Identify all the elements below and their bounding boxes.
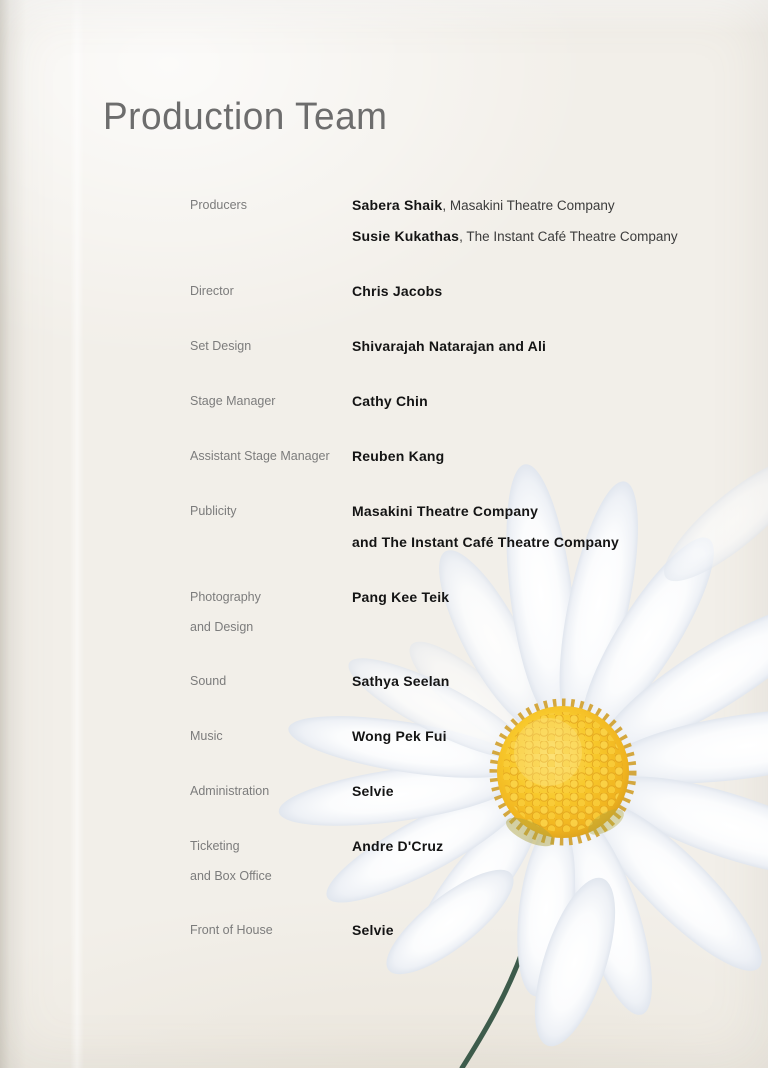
credit-role-line: Publicity xyxy=(190,504,237,518)
credit-row xyxy=(190,441,730,472)
credit-name-line: Pang Kee Teik xyxy=(352,589,450,605)
credit-row xyxy=(190,331,730,362)
credit-row xyxy=(190,831,730,891)
credit-names xyxy=(352,496,730,558)
credit-role-line: Director xyxy=(190,284,234,298)
credit-row xyxy=(190,721,730,752)
credit-name-line: Shivarajah Natarajan and Ali xyxy=(352,338,547,354)
credit-role xyxy=(190,582,352,642)
credit-names xyxy=(352,386,730,417)
credit-role xyxy=(190,190,352,220)
credit-role xyxy=(190,721,352,751)
credit-role-line: Music xyxy=(190,729,223,743)
credit-row xyxy=(190,190,730,252)
credit-name-line: Reuben Kang xyxy=(352,448,445,464)
credit-names xyxy=(352,831,730,862)
credit-role xyxy=(190,496,352,526)
credit-role-line: and Design xyxy=(190,620,254,634)
credit-names xyxy=(352,915,730,946)
page-title: Production Team xyxy=(103,95,388,138)
credit-role xyxy=(190,915,352,945)
credit-role-line: Ticketing xyxy=(190,839,240,853)
credit-name-line: Sathya Seelan xyxy=(352,673,450,689)
credit-names xyxy=(352,276,730,307)
credit-role-line: Administration xyxy=(190,784,270,798)
credit-name-line: and The Instant Café Theatre Company xyxy=(352,534,620,550)
credit-names xyxy=(352,721,730,752)
credit-names xyxy=(352,331,730,362)
credit-names xyxy=(352,190,730,252)
credit-row xyxy=(190,915,730,946)
credit-name-line: Andre D'Cruz xyxy=(352,838,444,854)
credit-role-line: Assistant Stage Manager xyxy=(190,449,330,463)
credit-role-line: Sound xyxy=(190,674,227,688)
credit-role xyxy=(190,441,352,471)
credit-name-line: Wong Pek Fui xyxy=(352,728,447,744)
credit-role xyxy=(190,666,352,696)
credit-names xyxy=(352,441,730,472)
credit-names xyxy=(352,776,730,807)
credit-row xyxy=(190,496,730,558)
credit-row xyxy=(190,386,730,417)
credit-name-line: Cathy Chin xyxy=(352,393,428,409)
credit-names xyxy=(352,666,730,697)
credit-row xyxy=(190,776,730,807)
credit-name-line: Masakini Theatre Company xyxy=(352,503,539,519)
credit-role xyxy=(190,276,352,306)
credit-role xyxy=(190,776,352,806)
credit-row xyxy=(190,666,730,697)
credit-names xyxy=(352,582,730,613)
credit-role-line: and Box Office xyxy=(190,869,272,883)
credit-row xyxy=(190,276,730,307)
credit-role-line: Producers xyxy=(190,198,247,212)
credit-name-line: Selvie xyxy=(352,922,394,938)
credits-list xyxy=(190,190,730,970)
credit-role xyxy=(190,831,352,891)
credit-role xyxy=(190,331,352,361)
credit-role-line: Photography xyxy=(190,590,261,604)
credit-name-line: Susie Kukathas, The Instant Café Theatre Company xyxy=(352,228,678,244)
credit-row xyxy=(190,582,730,642)
credit-name-line: Chris Jacobs xyxy=(352,283,443,299)
credit-role-line: Set Design xyxy=(190,339,252,353)
credit-role-line: Stage Manager xyxy=(190,394,276,408)
credit-name-line: Sabera Shaik, Masakini Theatre Company xyxy=(352,197,615,213)
credit-name-line: Selvie xyxy=(352,783,394,799)
credit-role xyxy=(190,386,352,416)
credit-role-line: Front of House xyxy=(190,923,273,937)
